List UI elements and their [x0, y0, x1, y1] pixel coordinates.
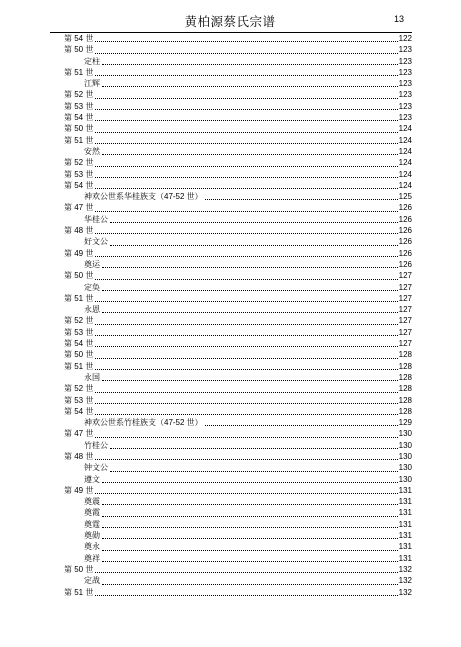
- dot-leader: [102, 516, 398, 517]
- toc-entry-page-number: 128: [398, 361, 412, 371]
- toc-entry-page-number: 131: [398, 531, 412, 541]
- dot-leader: [110, 222, 398, 223]
- dot-leader: [102, 86, 398, 87]
- toc-entry-label: 神欢公世系竹桂族支（47-52 世）: [84, 418, 203, 428]
- toc-entry[interactable]: [64, 361, 412, 372]
- toc-entry-page-number: 124: [398, 158, 412, 168]
- toc-entry-page-number: 123: [398, 56, 412, 66]
- toc-entry-page-number: 126: [398, 248, 412, 258]
- dot-leader: [110, 245, 398, 246]
- dot-leader: [95, 53, 397, 54]
- toc-entry-label: 第 52 世: [64, 90, 94, 100]
- toc-entry[interactable]: [64, 123, 412, 134]
- toc-entry-label: 第 51 世: [64, 361, 94, 371]
- toc-entry[interactable]: [64, 270, 412, 281]
- dot-leader: [102, 312, 398, 313]
- toc-entry-page-number: 128: [398, 372, 412, 382]
- toc-entry-label: 第 48 世: [64, 226, 94, 236]
- toc-entry-page-number: 125: [398, 192, 412, 202]
- toc-entry-label: 永恩: [84, 305, 100, 315]
- dot-leader: [102, 561, 398, 562]
- toc-entry-page-number: 128: [398, 350, 412, 360]
- toc-entry-label: 奠勋: [84, 531, 100, 541]
- toc-entry[interactable]: [64, 451, 412, 462]
- toc-entry-label: 第 50 世: [64, 45, 94, 55]
- toc-entry[interactable]: [64, 349, 412, 360]
- toc-entry[interactable]: [64, 225, 412, 236]
- dot-leader: [95, 166, 397, 167]
- dot-leader: [95, 346, 397, 347]
- toc-entry-page-number: 127: [398, 305, 412, 315]
- toc-entry[interactable]: [64, 56, 412, 67]
- toc-entry[interactable]: [64, 259, 412, 270]
- toc-entry-label: 第 54 世: [64, 339, 94, 349]
- dot-leader: [95, 572, 397, 573]
- toc-entry[interactable]: [64, 180, 412, 191]
- toc-entry[interactable]: [64, 327, 412, 338]
- toc-entry[interactable]: [64, 67, 412, 78]
- toc-entry[interactable]: [64, 169, 412, 180]
- toc-entry-page-number: 123: [398, 67, 412, 77]
- toc-entry[interactable]: [64, 248, 412, 259]
- toc-entry-label: 第 54 世: [64, 406, 94, 416]
- dot-leader: [95, 256, 397, 257]
- toc-entry[interactable]: [64, 530, 412, 541]
- toc-entry-page-number: 130: [398, 429, 412, 439]
- toc-entry-label: 第 51 世: [64, 587, 94, 597]
- toc-entry[interactable]: [64, 395, 412, 406]
- dot-leader: [102, 584, 398, 585]
- dot-leader: [102, 154, 398, 155]
- dot-leader: [95, 493, 397, 494]
- toc-entry-label: 第 54 世: [64, 113, 94, 123]
- toc-entry[interactable]: [64, 146, 412, 157]
- dot-leader: [95, 403, 397, 404]
- toc-entry-label: 奠祥: [84, 553, 100, 563]
- toc-entry-label: 奠霆: [84, 519, 100, 529]
- toc-entry-page-number: 131: [398, 553, 412, 563]
- toc-entry-label: 第 49 世: [64, 485, 94, 495]
- toc-entry[interactable]: [64, 496, 412, 507]
- toc-entry[interactable]: [64, 78, 412, 89]
- dot-leader: [102, 527, 398, 528]
- toc-entry-label: 定柱: [84, 56, 100, 66]
- dot-leader: [205, 425, 398, 426]
- toc-entry-label: 第 49 世: [64, 248, 94, 258]
- toc-entry-page-number: 131: [398, 485, 412, 495]
- toc-entry[interactable]: [64, 191, 412, 202]
- toc-entry[interactable]: [64, 89, 412, 100]
- toc-entry-label: 江辉: [84, 79, 100, 89]
- dot-leader: [95, 132, 397, 133]
- dot-leader: [95, 41, 397, 42]
- dot-leader: [110, 471, 398, 472]
- dot-leader: [95, 335, 397, 336]
- toc-entry-label: 第 50 世: [64, 124, 94, 134]
- toc-entry-label: 竹桂公: [84, 440, 108, 450]
- toc-entry-label: 定奂: [84, 282, 100, 292]
- toc-entry-label: 奠震: [84, 497, 100, 507]
- toc-entry[interactable]: [64, 157, 412, 168]
- dot-leader: [95, 301, 397, 302]
- dot-leader: [95, 98, 397, 99]
- dot-leader: [102, 482, 398, 483]
- toc-entry-page-number: 124: [398, 135, 412, 145]
- toc-entry[interactable]: [64, 282, 412, 293]
- toc-entry-label: 第 54 世: [64, 34, 94, 43]
- toc-entry[interactable]: [64, 507, 412, 518]
- toc-entry-label: 第 47 世: [64, 203, 94, 213]
- toc-entry[interactable]: [64, 564, 412, 575]
- toc-entry-label: 第 53 世: [64, 101, 94, 111]
- toc-entry-page-number: 132: [398, 587, 412, 597]
- toc-entry[interactable]: [64, 541, 412, 552]
- toc-entry-page-number: 123: [398, 45, 412, 55]
- toc-entry-label: 第 51 世: [64, 135, 94, 145]
- toc-entry-page-number: 132: [398, 564, 412, 574]
- toc-entry[interactable]: [64, 417, 412, 428]
- toc-entry-page-number: 127: [398, 282, 412, 292]
- dot-leader: [95, 188, 397, 189]
- toc-entry-page-number: 124: [398, 169, 412, 179]
- dot-leader: [95, 595, 397, 596]
- dot-leader: [95, 459, 397, 460]
- dot-leader: [95, 358, 397, 359]
- toc-entry[interactable]: [64, 553, 412, 564]
- toc-entry-page-number: 131: [398, 542, 412, 552]
- toc-entry-page-number: 127: [398, 293, 412, 303]
- toc-entry-label: 第 53 世: [64, 169, 94, 179]
- toc-entry[interactable]: [64, 33, 412, 44]
- toc-entry-page-number: 131: [398, 508, 412, 518]
- dot-leader: [95, 369, 397, 370]
- toc-entry[interactable]: [64, 44, 412, 55]
- toc-entry[interactable]: [64, 112, 412, 123]
- toc-entry-label: 安然: [84, 146, 100, 156]
- toc-entry-label: 第 50 世: [64, 271, 94, 281]
- dot-leader: [110, 448, 398, 449]
- toc-entry[interactable]: [64, 372, 412, 383]
- toc-entry-label: 第 52 世: [64, 158, 94, 168]
- dot-leader: [95, 120, 397, 121]
- toc-entry-label: 第 50 世: [64, 564, 94, 574]
- toc-entry[interactable]: [64, 293, 412, 304]
- toc-entry[interactable]: [64, 101, 412, 112]
- toc-entry-page-number: 126: [398, 259, 412, 269]
- toc-entry-page-number: 123: [398, 113, 412, 123]
- toc-entry-label: 华桂公: [84, 214, 108, 224]
- toc-entry-page-number: 126: [398, 203, 412, 213]
- toc-entry-label: 第 53 世: [64, 395, 94, 405]
- toc-entry-label: 第 53 世: [64, 327, 94, 337]
- dot-leader: [95, 177, 397, 178]
- dot-leader: [102, 380, 398, 381]
- toc-entry-page-number: 126: [398, 237, 412, 247]
- toc-entry[interactable]: [64, 485, 412, 496]
- toc-entry[interactable]: [64, 440, 412, 451]
- toc-entry-label: 奠永: [84, 542, 100, 552]
- dot-leader: [95, 392, 397, 393]
- toc-entry-page-number: 130: [398, 463, 412, 473]
- page-number: 13: [393, 14, 404, 24]
- toc-entry-page-number: 127: [398, 327, 412, 337]
- toc-entry-label: 第 54 世: [64, 180, 94, 190]
- toc-entry-label: 第 52 世: [64, 384, 94, 394]
- toc-entry-page-number: 123: [398, 79, 412, 89]
- toc-entry[interactable]: [64, 135, 412, 146]
- dot-leader: [95, 324, 397, 325]
- dot-leader: [95, 143, 397, 144]
- toc-entry-page-number: 124: [398, 124, 412, 134]
- toc-entry[interactable]: [64, 474, 412, 485]
- toc-entry-page-number: 122: [398, 34, 412, 43]
- toc-entry-page-number: 126: [398, 226, 412, 236]
- toc-entry-page-number: 127: [398, 316, 412, 326]
- toc-entry[interactable]: [64, 587, 412, 598]
- dot-leader: [102, 64, 398, 65]
- toc-entry[interactable]: [64, 428, 412, 439]
- toc-entry-label: 钟文公: [84, 463, 108, 473]
- dot-leader: [95, 437, 397, 438]
- toc-entry-page-number: 126: [398, 214, 412, 224]
- toc-entry-label: 好文公: [84, 237, 108, 247]
- toc-entry[interactable]: [64, 462, 412, 473]
- toc-entry[interactable]: [64, 338, 412, 349]
- toc-entry-label: 定战: [84, 576, 100, 586]
- toc-entry-label: 遵文: [84, 474, 100, 484]
- toc-entry-page-number: 130: [398, 440, 412, 450]
- toc-entry[interactable]: [64, 202, 412, 213]
- page-title: 黄柏源蔡氏宗谱: [184, 14, 276, 29]
- dot-leader: [205, 199, 398, 200]
- toc-entry-label: 奠运: [84, 259, 100, 269]
- toc-entry-label: 第 51 世: [64, 293, 94, 303]
- toc-entry-label: 第 47 世: [64, 429, 94, 439]
- toc-entry[interactable]: [64, 315, 412, 326]
- toc-entry-label: 第 51 世: [64, 67, 94, 77]
- toc-entry[interactable]: [64, 406, 412, 417]
- toc-entry-page-number: 124: [398, 180, 412, 190]
- toc-entry-page-number: 131: [398, 519, 412, 529]
- toc-entry[interactable]: [64, 236, 412, 247]
- dot-leader: [95, 233, 397, 234]
- toc-entry-label: 神欢公世系华桂族支（47-52 世）: [84, 192, 203, 202]
- toc-entry-page-number: 127: [398, 339, 412, 349]
- toc-entry[interactable]: [64, 519, 412, 530]
- toc-entry-page-number: 131: [398, 497, 412, 507]
- dot-leader: [102, 290, 398, 291]
- toc-entry-label: 奠霞: [84, 508, 100, 518]
- dot-leader: [95, 75, 397, 76]
- toc-entry[interactable]: [64, 304, 412, 315]
- toc-entry-page-number: 129: [398, 418, 412, 428]
- toc-entry-page-number: 128: [398, 384, 412, 394]
- dot-leader: [95, 211, 397, 212]
- toc-entry-page-number: 124: [398, 146, 412, 156]
- toc-entry[interactable]: [64, 383, 412, 394]
- toc-entry-label: 永国: [84, 372, 100, 382]
- dot-leader: [102, 538, 398, 539]
- toc-entry-page-number: 127: [398, 271, 412, 281]
- toc-entry-page-number: 123: [398, 101, 412, 111]
- toc-entry-label: 第 50 世: [64, 350, 94, 360]
- dot-leader: [102, 550, 398, 551]
- toc-entry-page-number: 132: [398, 576, 412, 586]
- toc-entry-page-number: 128: [398, 395, 412, 405]
- toc-entry[interactable]: [64, 214, 412, 225]
- dot-leader: [102, 267, 398, 268]
- toc-entry-label: 第 52 世: [64, 316, 94, 326]
- toc-entry-label: 第 48 世: [64, 451, 94, 461]
- toc-entry-page-number: 123: [398, 90, 412, 100]
- toc-entry-page-number: 128: [398, 406, 412, 416]
- toc-entry[interactable]: [64, 575, 412, 586]
- dot-leader: [95, 414, 397, 415]
- toc-entry-page-number: 130: [398, 474, 412, 484]
- table-of-contents: [64, 33, 412, 598]
- toc-entry-page-number: 130: [398, 451, 412, 461]
- dot-leader: [95, 109, 397, 110]
- dot-leader: [95, 279, 397, 280]
- dot-leader: [102, 504, 398, 505]
